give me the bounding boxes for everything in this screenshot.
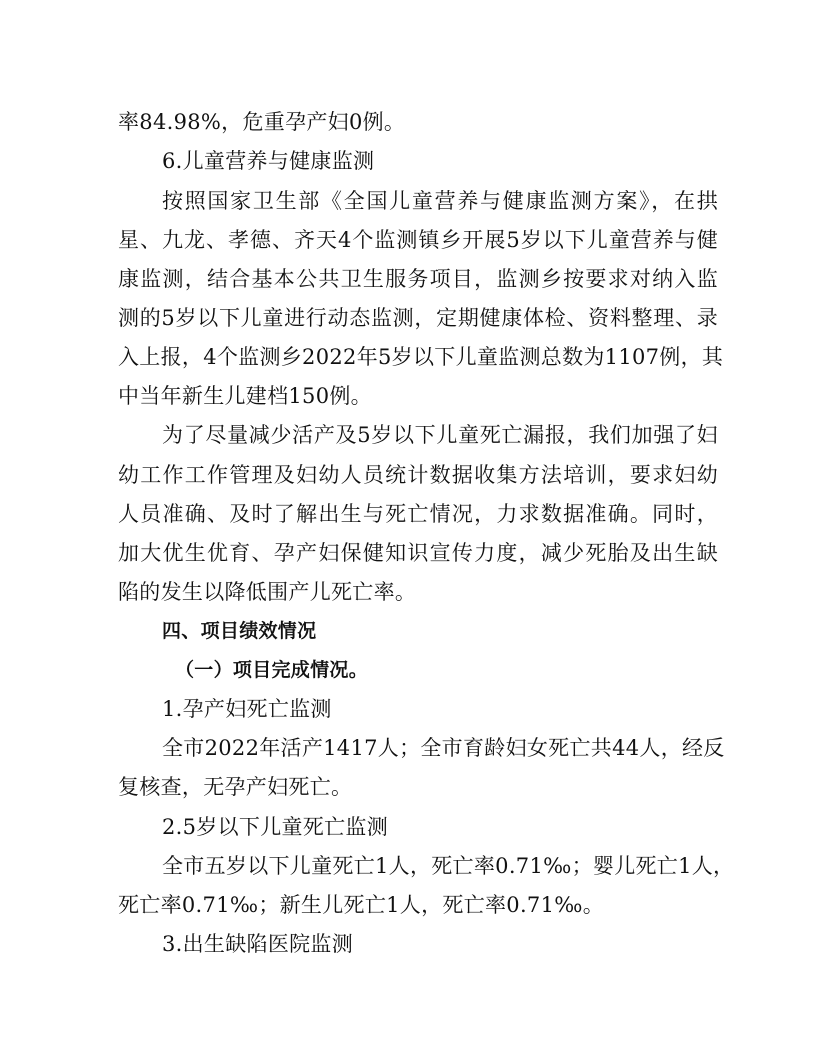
- text-line: 康监测，结合基本公共卫生服务项目，监测乡按要求对纳入监: [118, 267, 718, 291]
- item-heading: 1.孕产妇死亡监测: [162, 697, 332, 721]
- text-line: 人员准确、及时了解出生与死亡情况，力求数据准确。同时，: [118, 502, 718, 526]
- text-line: 复核查，无孕产妇死亡。: [118, 775, 353, 799]
- text-line: 加大优生优育、孕产妇保健知识宣传力度，减少死胎及出生缺: [118, 541, 718, 565]
- text-line: 按照国家卫生部《全国儿童营养与健康监测方案》，在拱: [162, 189, 718, 213]
- item-heading: 2.5岁以下儿童死亡监测: [162, 815, 388, 839]
- text-line: 中当年新生儿建档150例。: [118, 384, 372, 408]
- item-heading: 3.出生缺陷医院监测: [162, 932, 354, 956]
- section-heading: 6.儿童营养与健康监测: [162, 149, 375, 173]
- subsection-heading: （一）项目完成情况。: [175, 659, 369, 681]
- section-heading: 四、项目绩效情况: [162, 620, 317, 642]
- text-line: 入上报，4个监测乡2022年5岁以下儿童监测总数为1107例，其: [118, 345, 724, 369]
- text-line: 为了尽量减少活产及5岁以下儿童死亡漏报，我们加强了妇: [162, 423, 718, 447]
- text-line: 陷的发生以降低围产儿死亡率。: [118, 580, 417, 604]
- text-line: 全市2022年活产1417人；全市育龄妇女死亡共44人，经反: [162, 736, 725, 760]
- text-line: 测的5岁以下儿童进行动态监测，定期健康体检、资料整理、录: [118, 306, 718, 330]
- text-line: 死亡率0.71‰；新生儿死亡1人，死亡率0.71‰。: [118, 893, 605, 917]
- text-line: 全市五岁以下儿童死亡1人，死亡率0.71‰；婴儿死亡1人，: [162, 854, 735, 878]
- text-line: 星、九龙、孝德、齐天4个监测镇乡开展5岁以下儿童营养与健: [118, 228, 718, 252]
- text-line: 幼工作工作管理及妇幼人员统计数据收集方法培训，要求妇幼: [118, 463, 718, 487]
- text-line: 率84.98%，危重孕产妇0例。: [118, 110, 406, 134]
